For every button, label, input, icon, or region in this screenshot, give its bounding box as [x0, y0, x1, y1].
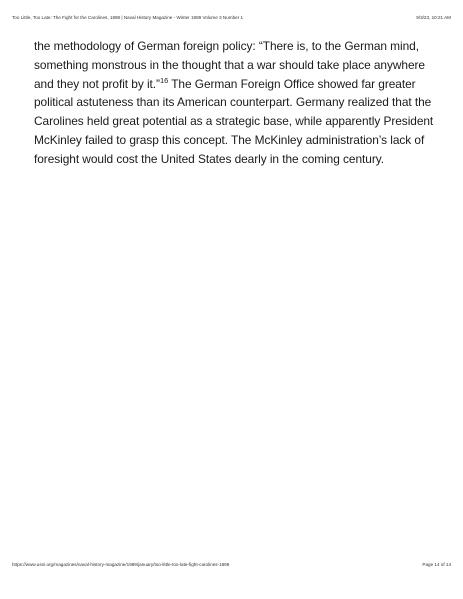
- paragraph-text-after-footnote: The German Foreign Office showed far greater political astuteness than its American counterpart. Germany realized that the Carolines held great potential as a strategic base, while apparently President McKinley failed to grasp this concept. The McKinley administration’s lack of foresight would cost the United States dearly in the coming century.: [34, 76, 434, 166]
- body-paragraph: [34, 37, 439, 169]
- paragraph-text-before-footnote: the methodology of German foreign policy: “There is, to the German mind, something monstrous in the thought that a war should take place anywhere and they not profit by it.”: [34, 39, 425, 91]
- page-title: Too Little, Too Late: The Fight for the Carolines, 1898 | Naval History Magazine - Winter 1989 Volume 3 Number 1: [12, 15, 244, 20]
- print-footer: [12, 562, 451, 567]
- page-number: Page 14 of 14: [422, 562, 451, 567]
- article-body: [34, 37, 439, 169]
- page-url[interactable]: https://www.usni.org/magazines/naval-history-magazine/1989/january/too-little-too-late-fight-carolines-1898: [12, 562, 230, 567]
- print-header: [12, 15, 451, 20]
- print-timestamp: 9/3/23, 10:21 AM: [416, 15, 451, 20]
- footnote-reference[interactable]: 16: [159, 75, 169, 85]
